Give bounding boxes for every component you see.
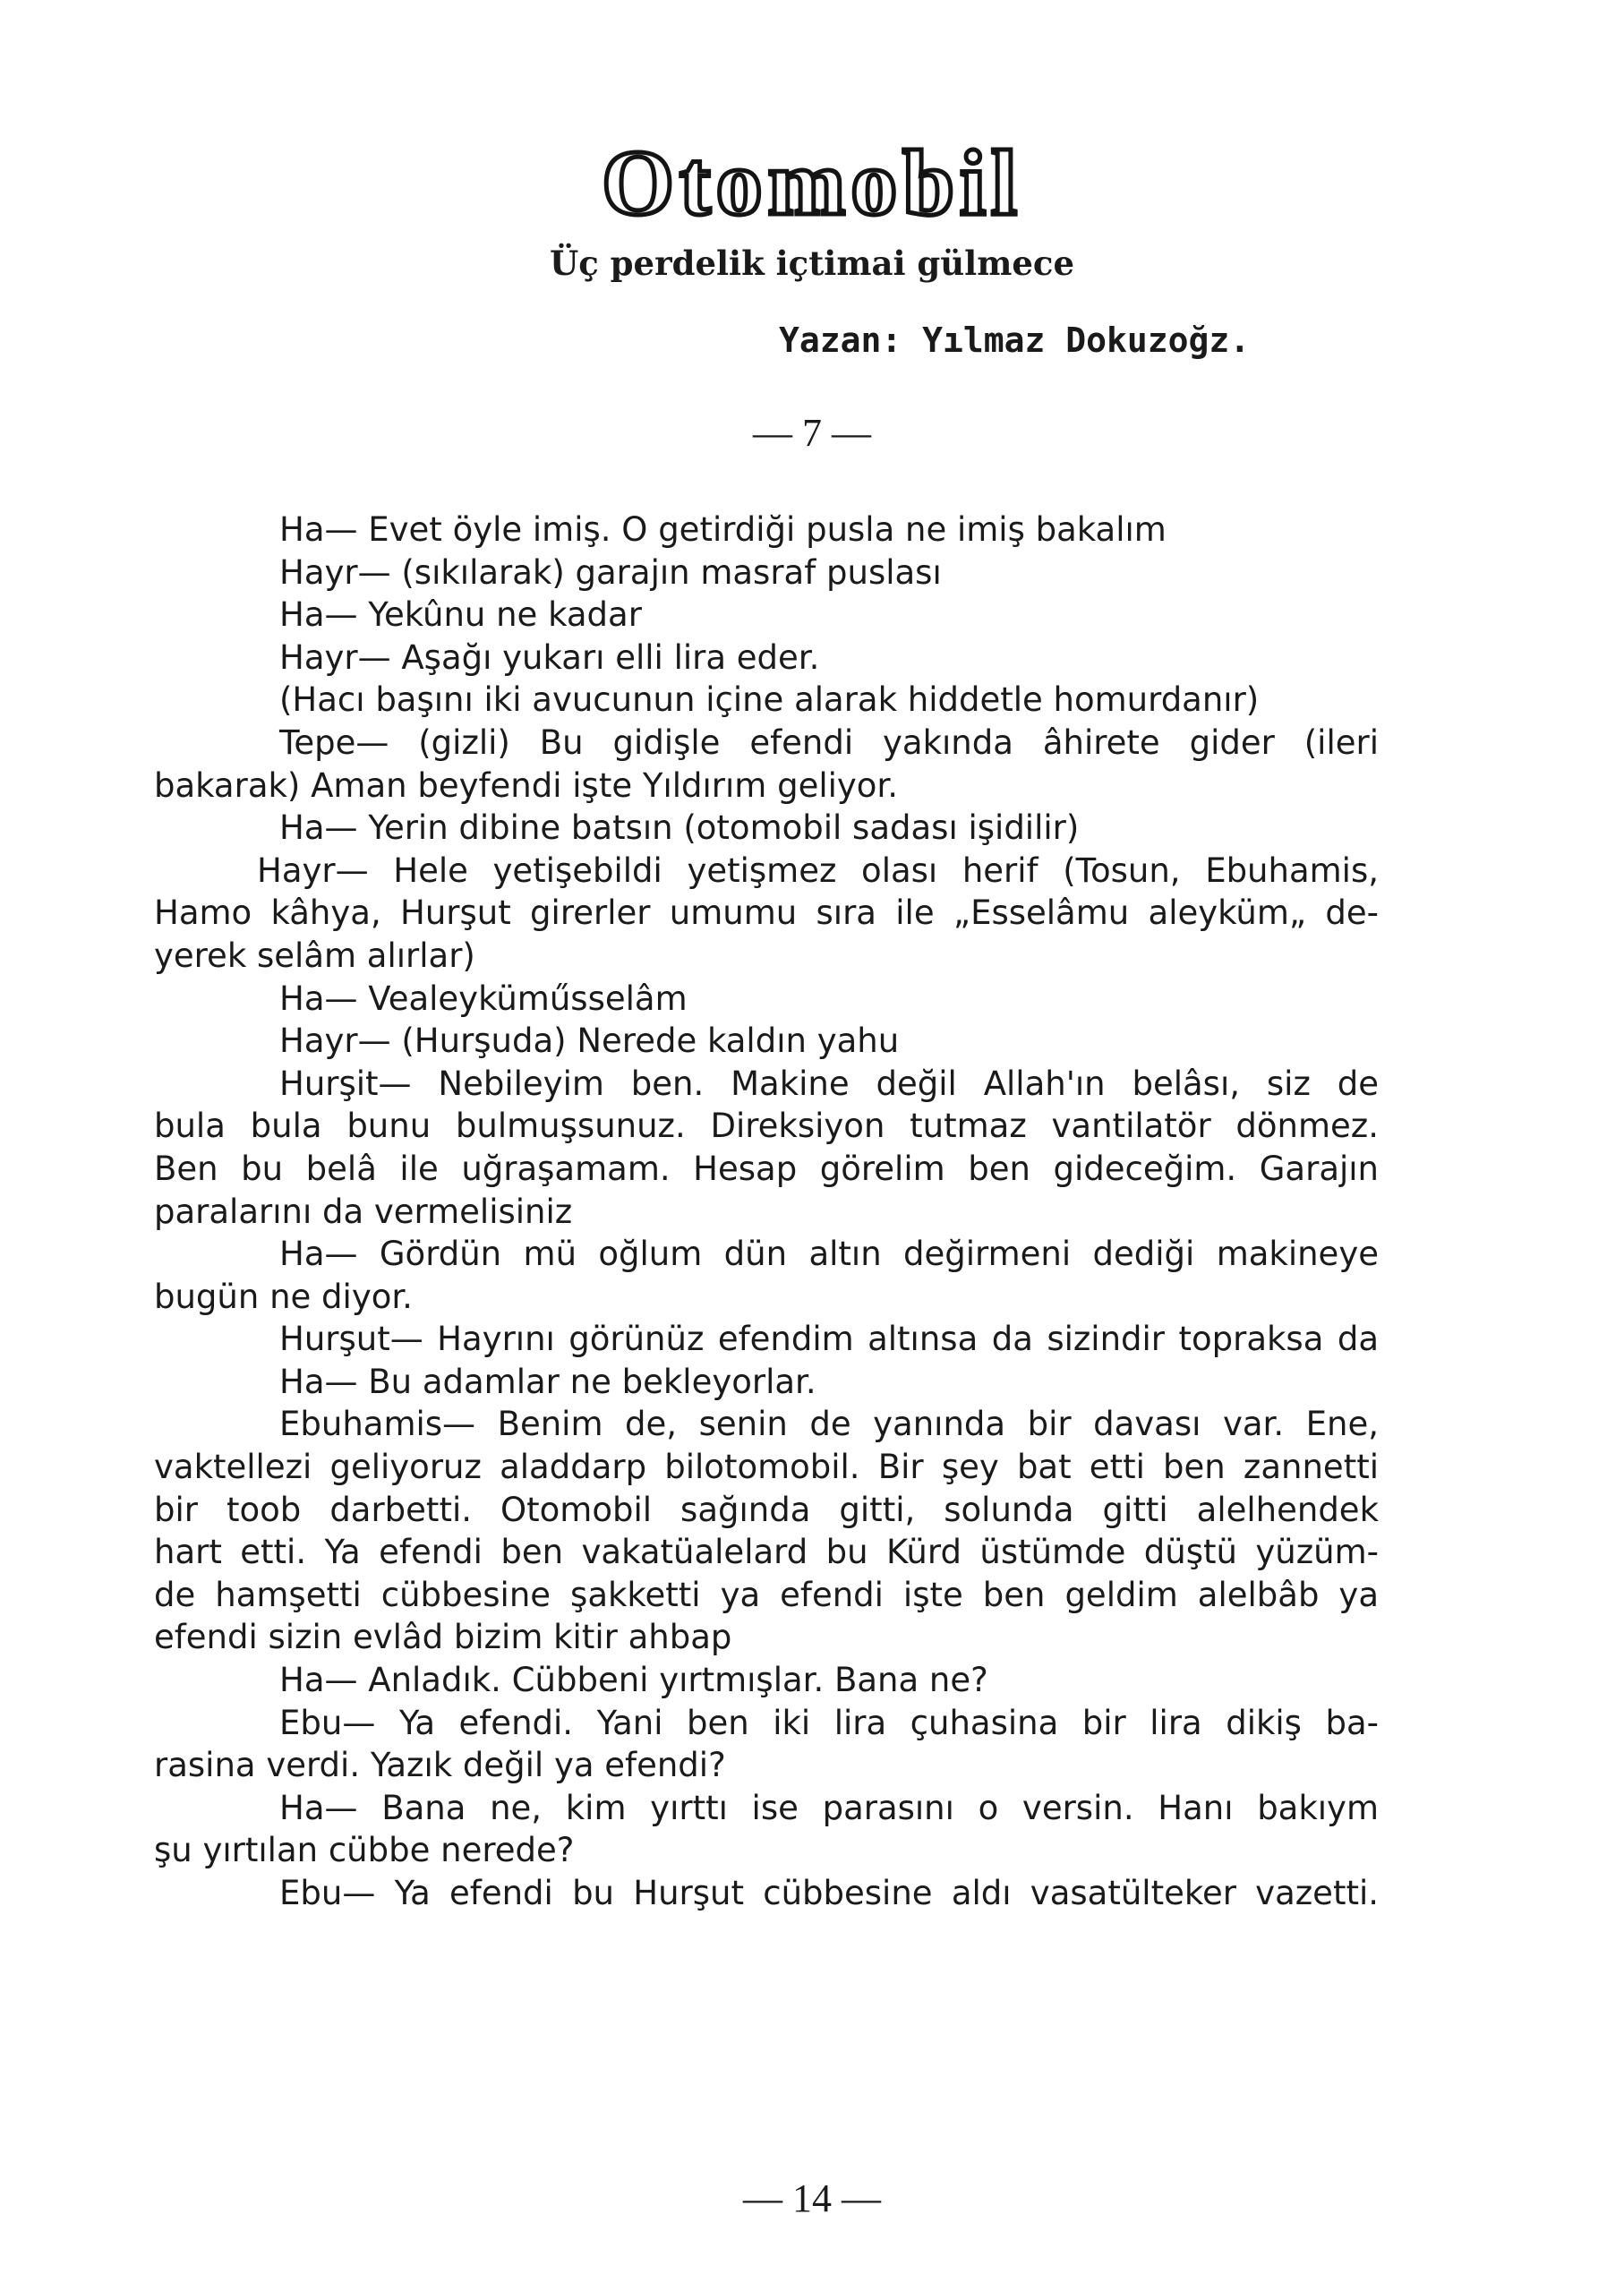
text-line: Ha— Yerin dibine batsın (otomobil sadası işidilir)	[279, 808, 1080, 848]
text-line: Hayr— Aşağı yukarı elli lira eder.	[279, 637, 820, 677]
text-line: Hamo kâhya, Hurşut girerler umumu sıra ile „Esselâmu aleyküm„ de-	[154, 893, 1379, 933]
text-line: bir toob darbetti. Otomobil sağında gitti, solunda gitti alelhendek	[154, 1490, 1379, 1529]
text-line: bula bula bunu bulmuşsunuz. Direksiyon tutmaz vantilatör dönmez.	[154, 1107, 1379, 1146]
text-line: Hayr— Hele yetişebildi yetişmez olası herif (Tosun, Ebuhamis,	[257, 851, 1379, 890]
text-line: Hayr— (Hurşuda) Nerede kaldın yahu	[279, 1022, 900, 1061]
text-line: Ebuhamis— Benim de, senin de yanında bir davası var. Ene,	[279, 1405, 1379, 1444]
text-line: Ha— Vealeyküműsselâm	[279, 979, 688, 1018]
text-line: Ha— Evet öyle imiş. O getirdiği pusla ne imiş bakalım	[279, 510, 1167, 549]
text-line: bugün ne diyor.	[154, 1277, 413, 1316]
text-line: yerek selâm alırlar)	[154, 936, 475, 975]
page-title: Otomobil	[602, 132, 1022, 235]
dialogue-body	[154, 509, 1379, 1915]
text-line: Ha— Gördün mü oğlum dün altın değirmeni dediği makineye	[279, 1235, 1379, 1274]
text-line: hart etti. Ya efendi ben vakatüalelard bu Kürd üstümde düştü yüzüm-	[154, 1533, 1379, 1572]
text-line: Ha— Bana ne, kim yırttı ise parasını o versin. Hanı bakıym	[279, 1788, 1379, 1827]
text-line: Ebu— Ya efendi. Yani ben iki lira çuhasina bir lira dikiş ba-	[279, 1703, 1379, 1742]
text-line: de hamşetti cübbesine şakketti ya efendi işte ben geldim alelbâb ya	[154, 1575, 1379, 1614]
text-line: efendi sizin evlâd bizim kitir ahbap	[154, 1618, 732, 1657]
subtitle: Üç perdelik içtimai gülmece	[549, 244, 1074, 283]
text-line: şu yırtılan cübbe nerede?	[154, 1831, 575, 1870]
page-number: — 14 —	[743, 2176, 881, 2220]
text-line: (Hacı başını iki avucunun içine alarak hiddetle homurdanır)	[279, 680, 1260, 720]
text-line: Ha— Yekûnu ne kadar	[279, 595, 642, 635]
text-line: Ha— Bu adamlar ne bekleyorlar.	[279, 1362, 816, 1401]
text-line: Ebu— Ya efendi bu Hurşut cübbesine aldı vasatülteker vazetti.	[279, 1874, 1379, 1912]
text-line: Tepe— (gizli) Bu gidişle efendi yakında âhirete gider (ileri	[279, 722, 1379, 762]
text-line: Ben bu belâ ile uğraşamam. Hesap görelim ben gideceğim. Garajın	[154, 1149, 1379, 1188]
text-line: Hayr— (sıkılarak) garajın masraf puslası	[279, 552, 942, 592]
section-number: — 7 —	[753, 411, 871, 455]
text-line: rasina verdi. Yazık değil ya efendi?	[154, 1746, 726, 1785]
text-line: Ha— Anladık. Cübbeni yırtmışlar. Bana ne?	[279, 1661, 988, 1700]
text-line: Hurşut— Hayrını görünüz efendim altınsa da sizindir topraksa da	[279, 1320, 1379, 1359]
text-line: bakarak) Aman beyfendi işte Yıldırım geliyor.	[154, 765, 899, 805]
text-line: vaktellezi geliyoruz aladdarp bilotomobil. Bir şey bat etti ben zannetti	[154, 1448, 1379, 1487]
author-line: Yazan: Yılmaz Dokuzoğz.	[779, 321, 1251, 360]
text-line: paralarını da vermelisiniz	[154, 1192, 573, 1231]
text-line: Hurşit— Nebileyim ben. Makine değil Allah'ın belâsı, siz de	[279, 1064, 1379, 1103]
